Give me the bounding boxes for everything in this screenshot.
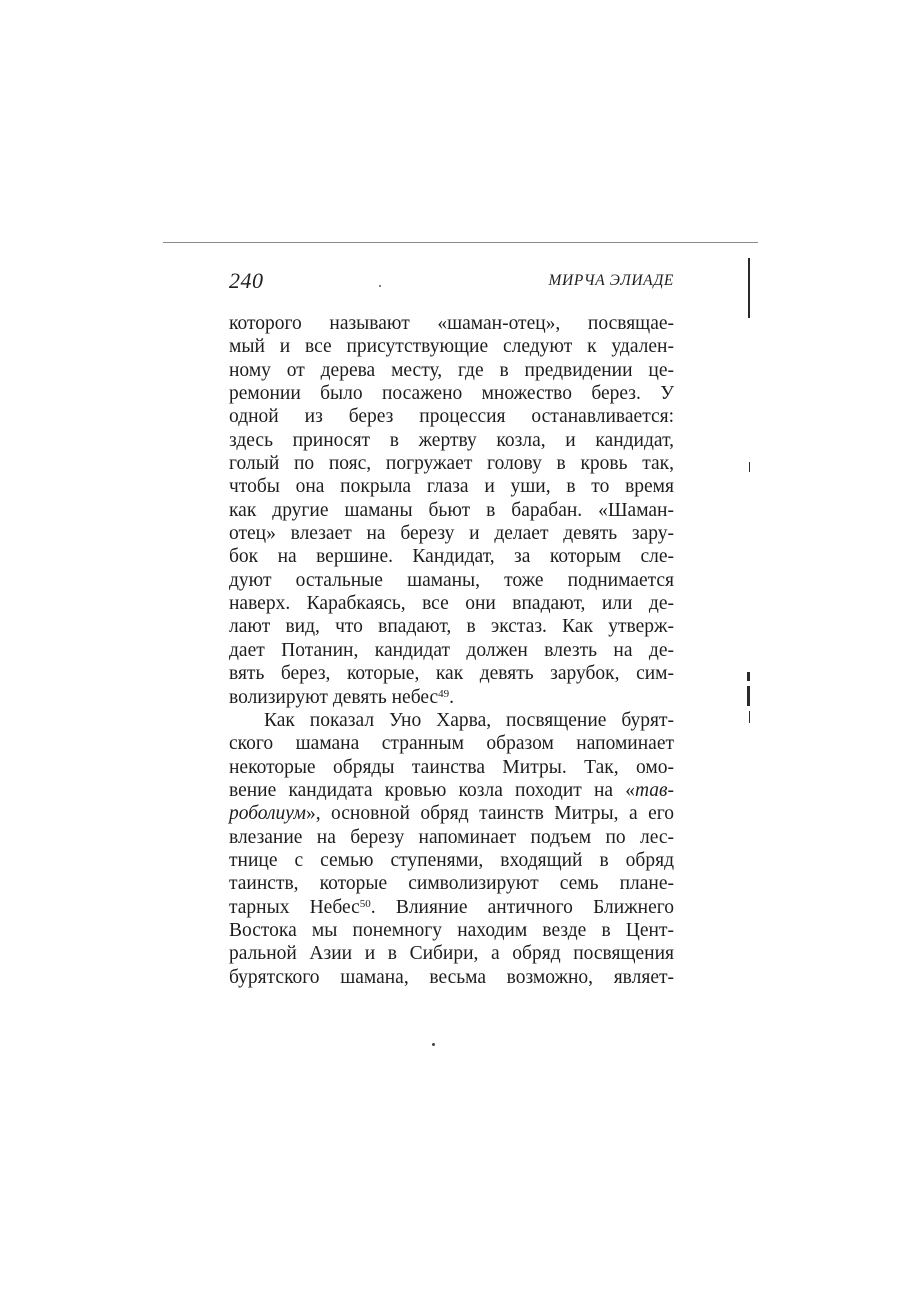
text-line: одной из берез процессия останавливается: xyxy=(229,406,674,428)
text-line: чтобы она покрыла глаза и уши, в то время xyxy=(229,476,674,498)
bottom-dot xyxy=(432,1043,435,1046)
text-fragment: », основной обряд таинств Митры, а его xyxy=(305,803,674,825)
text-line: отец» влезает на березу и делает девять зару- xyxy=(229,523,674,545)
text-line: дает Потанин, кандидат должен влезть на де- xyxy=(229,639,674,661)
running-title: МИРЧА ЭЛИАДЕ xyxy=(548,272,674,289)
text-line: здесь приносят в жертву козла, и кандидат, xyxy=(229,429,674,451)
text-line: ремонии было посажено множество берез. У xyxy=(229,383,674,405)
text-fragment: вение кандидата кровью козла походит на « xyxy=(229,779,635,801)
page-header xyxy=(229,268,674,296)
footnote-marker: 50 xyxy=(359,897,371,910)
text-line xyxy=(229,779,674,802)
text-line: как другие шаманы бьют в барабан. «Шаман- xyxy=(229,499,674,521)
paragraph xyxy=(229,312,674,709)
paragraph xyxy=(229,709,674,989)
text-line: ральной Азии и в Сибири, а обряд посвящения xyxy=(229,943,674,965)
italic-term: тав- xyxy=(634,779,674,801)
text-fragment: . xyxy=(449,686,455,708)
text-line: которого называют «шаман-отец», посвящае- xyxy=(229,313,674,334)
text-line: Как показал Уно Харва, посвящение бурят- xyxy=(264,709,674,731)
text-line xyxy=(229,802,674,825)
margin-mark xyxy=(749,462,750,472)
text-line: тнице с семью ступенями, входящий в обряд xyxy=(229,849,674,871)
footnote-marker: 49 xyxy=(438,687,450,700)
text-fragment: . Влияние античного Ближнего xyxy=(370,896,674,918)
margin-mark xyxy=(747,686,750,706)
text-line: ского шамана странным образом напоминает xyxy=(229,733,674,755)
margin-mark xyxy=(747,672,750,681)
text-line: бурятского шамана, весьма возможно, являет- xyxy=(229,966,674,988)
body-text xyxy=(229,312,674,989)
page-number: 240 xyxy=(229,268,264,293)
text-line: бок на вершине. Кандидат, за которым сле- xyxy=(229,546,674,568)
top-rule xyxy=(163,242,758,243)
text-line: наверх. Карабкаясь, все они впадают, или де- xyxy=(229,593,674,615)
margin-mark xyxy=(749,711,750,723)
margin-mark xyxy=(748,258,750,318)
text-fragment: тарных Небес xyxy=(229,896,360,918)
text-line: голый по пояс, погружает голову в кровь так, xyxy=(229,453,674,475)
text-line: таинств, которые символизируют семь плане- xyxy=(229,873,674,895)
text-line: Востока мы понемногу находим везде в Цент- xyxy=(229,919,674,941)
text-line: ному от дерева месту, где в предвидении це- xyxy=(229,359,674,381)
text-fragment: волизируют девять небес xyxy=(229,686,439,708)
text-line: мый и все присутствующие следуют к удален- xyxy=(229,336,674,358)
text-line: некоторые обряды таинства Митры. Так, омо- xyxy=(229,756,674,778)
text-line: дуют остальные шаманы, тоже поднимается xyxy=(229,569,674,591)
text-line: лают вид, что впадают, в экстаз. Как утверж- xyxy=(229,616,674,638)
text-line xyxy=(229,896,674,919)
header-dot xyxy=(379,285,381,287)
text-line: вять берез, которые, как девять зарубок, сим- xyxy=(229,663,674,685)
text-line xyxy=(229,686,674,709)
text-line: влезание на березу напоминает подъем по лес- xyxy=(229,826,674,848)
italic-term: роболиум xyxy=(229,803,306,825)
